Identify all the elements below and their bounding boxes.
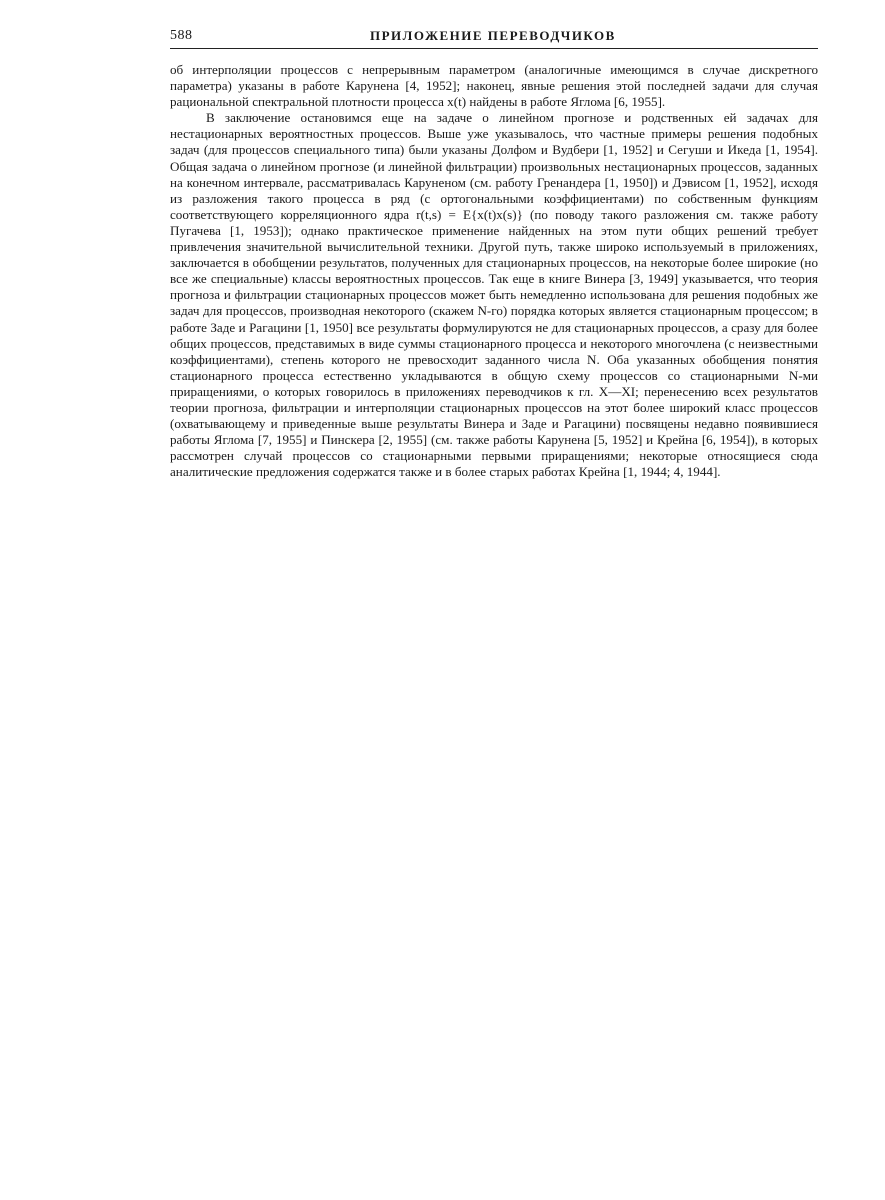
page-header (170, 28, 818, 49)
body-text (170, 62, 818, 480)
paragraph-nonstationary-prediction: В заключение остановимся еще на задаче о линейном прогнозе и родственных ей задачах для нестационарных вероятностных процессов. Выше уже указывалось, что частные примеры решения подобных задач (для процессов специального типа) были указаны Долфом и Вудбери [1, 1952] и Сегуши и Икеда [1, 1954]. Общая задача о линейном прогнозе (и линейной фильтрации) произвольных нестационарных процессов, заданных на конечном интервале, рассматривалась Каруненом (см. работу Гренандера [1, 1950]) и Дэвисом [1, 1952], исходя из разложения такого процесса в ряд (с ортогональными коэффициентами) по собственным функциям соответствующего корреляционного ядра r(t,s) = E{x(t)x(s)} (по поводу такого разложения см. также работу Пугачева [1, 1953]); однако практическое применение найденных на этом пути общих решений требует привлечения значительной вычислительной техники. Другой путь, также широко используемый в приложениях, заключается в обобщении результатов, полученных для стационарных процессов, на некоторые более широкие (но все же специальные) классы вероятностных процессов. Так еще в книге Винера [3, 1949] указывается, что теория прогноза и фильтрации стационарных процессов может быть немедленно использована для решения подобных же задач для процессов, производная некоторого (скажем N-го) порядка которых является стационарным процессом; в работе Заде и Рагацини [1, 1950] все результаты формулируются не для стационарных процессов, а сразу для более общих процессов, представимых в виде суммы стационарного процесса и некоторого многочлена (с неизвестными коэффициентами), степень которого не превосходит заданного числа N. Оба указанных обобщения понятия стационарного процесса естественно укладываются в общую схему процессов со стационарными N-ми приращениями, о которых говорилось в приложениях переводчиков к гл. X—XI; перенесению всех результатов теории прогноза, фильтрации и интерполяции стационарных процессов на этот более широкий класс процессов (охватывающему и приведенные выше результаты Винера и Заде и Рагацини) посвящены недавно появившиеся работы Яглома [7, 1955] и Пинскера [2, 1955] (см. также работы Карунена [5, 1952] и Крейна [6, 1954]), в которых рассмотрен случай процессов со стационарными первыми приращениями; некоторые относящиеся сюда аналитические предложения содержатся также и в более старых работах Крейна [1, 1944; 4, 1944]. (170, 110, 818, 480)
page-number: 588 (170, 28, 193, 43)
paragraph-continuation: об интерполяции процессов с непрерывным параметром (аналогичные имеющимся в случае дискретного параметра) указаны в работе Карунена [4, 1952]; наконец, явные решения этой последней задачи для случая рациональной спектральной плотности процесса x(t) найдены в работе Яглома [6, 1955]. (170, 62, 818, 110)
running-title: ПРИЛОЖЕНИЕ ПЕРЕВОДЧИКОВ (370, 28, 616, 43)
